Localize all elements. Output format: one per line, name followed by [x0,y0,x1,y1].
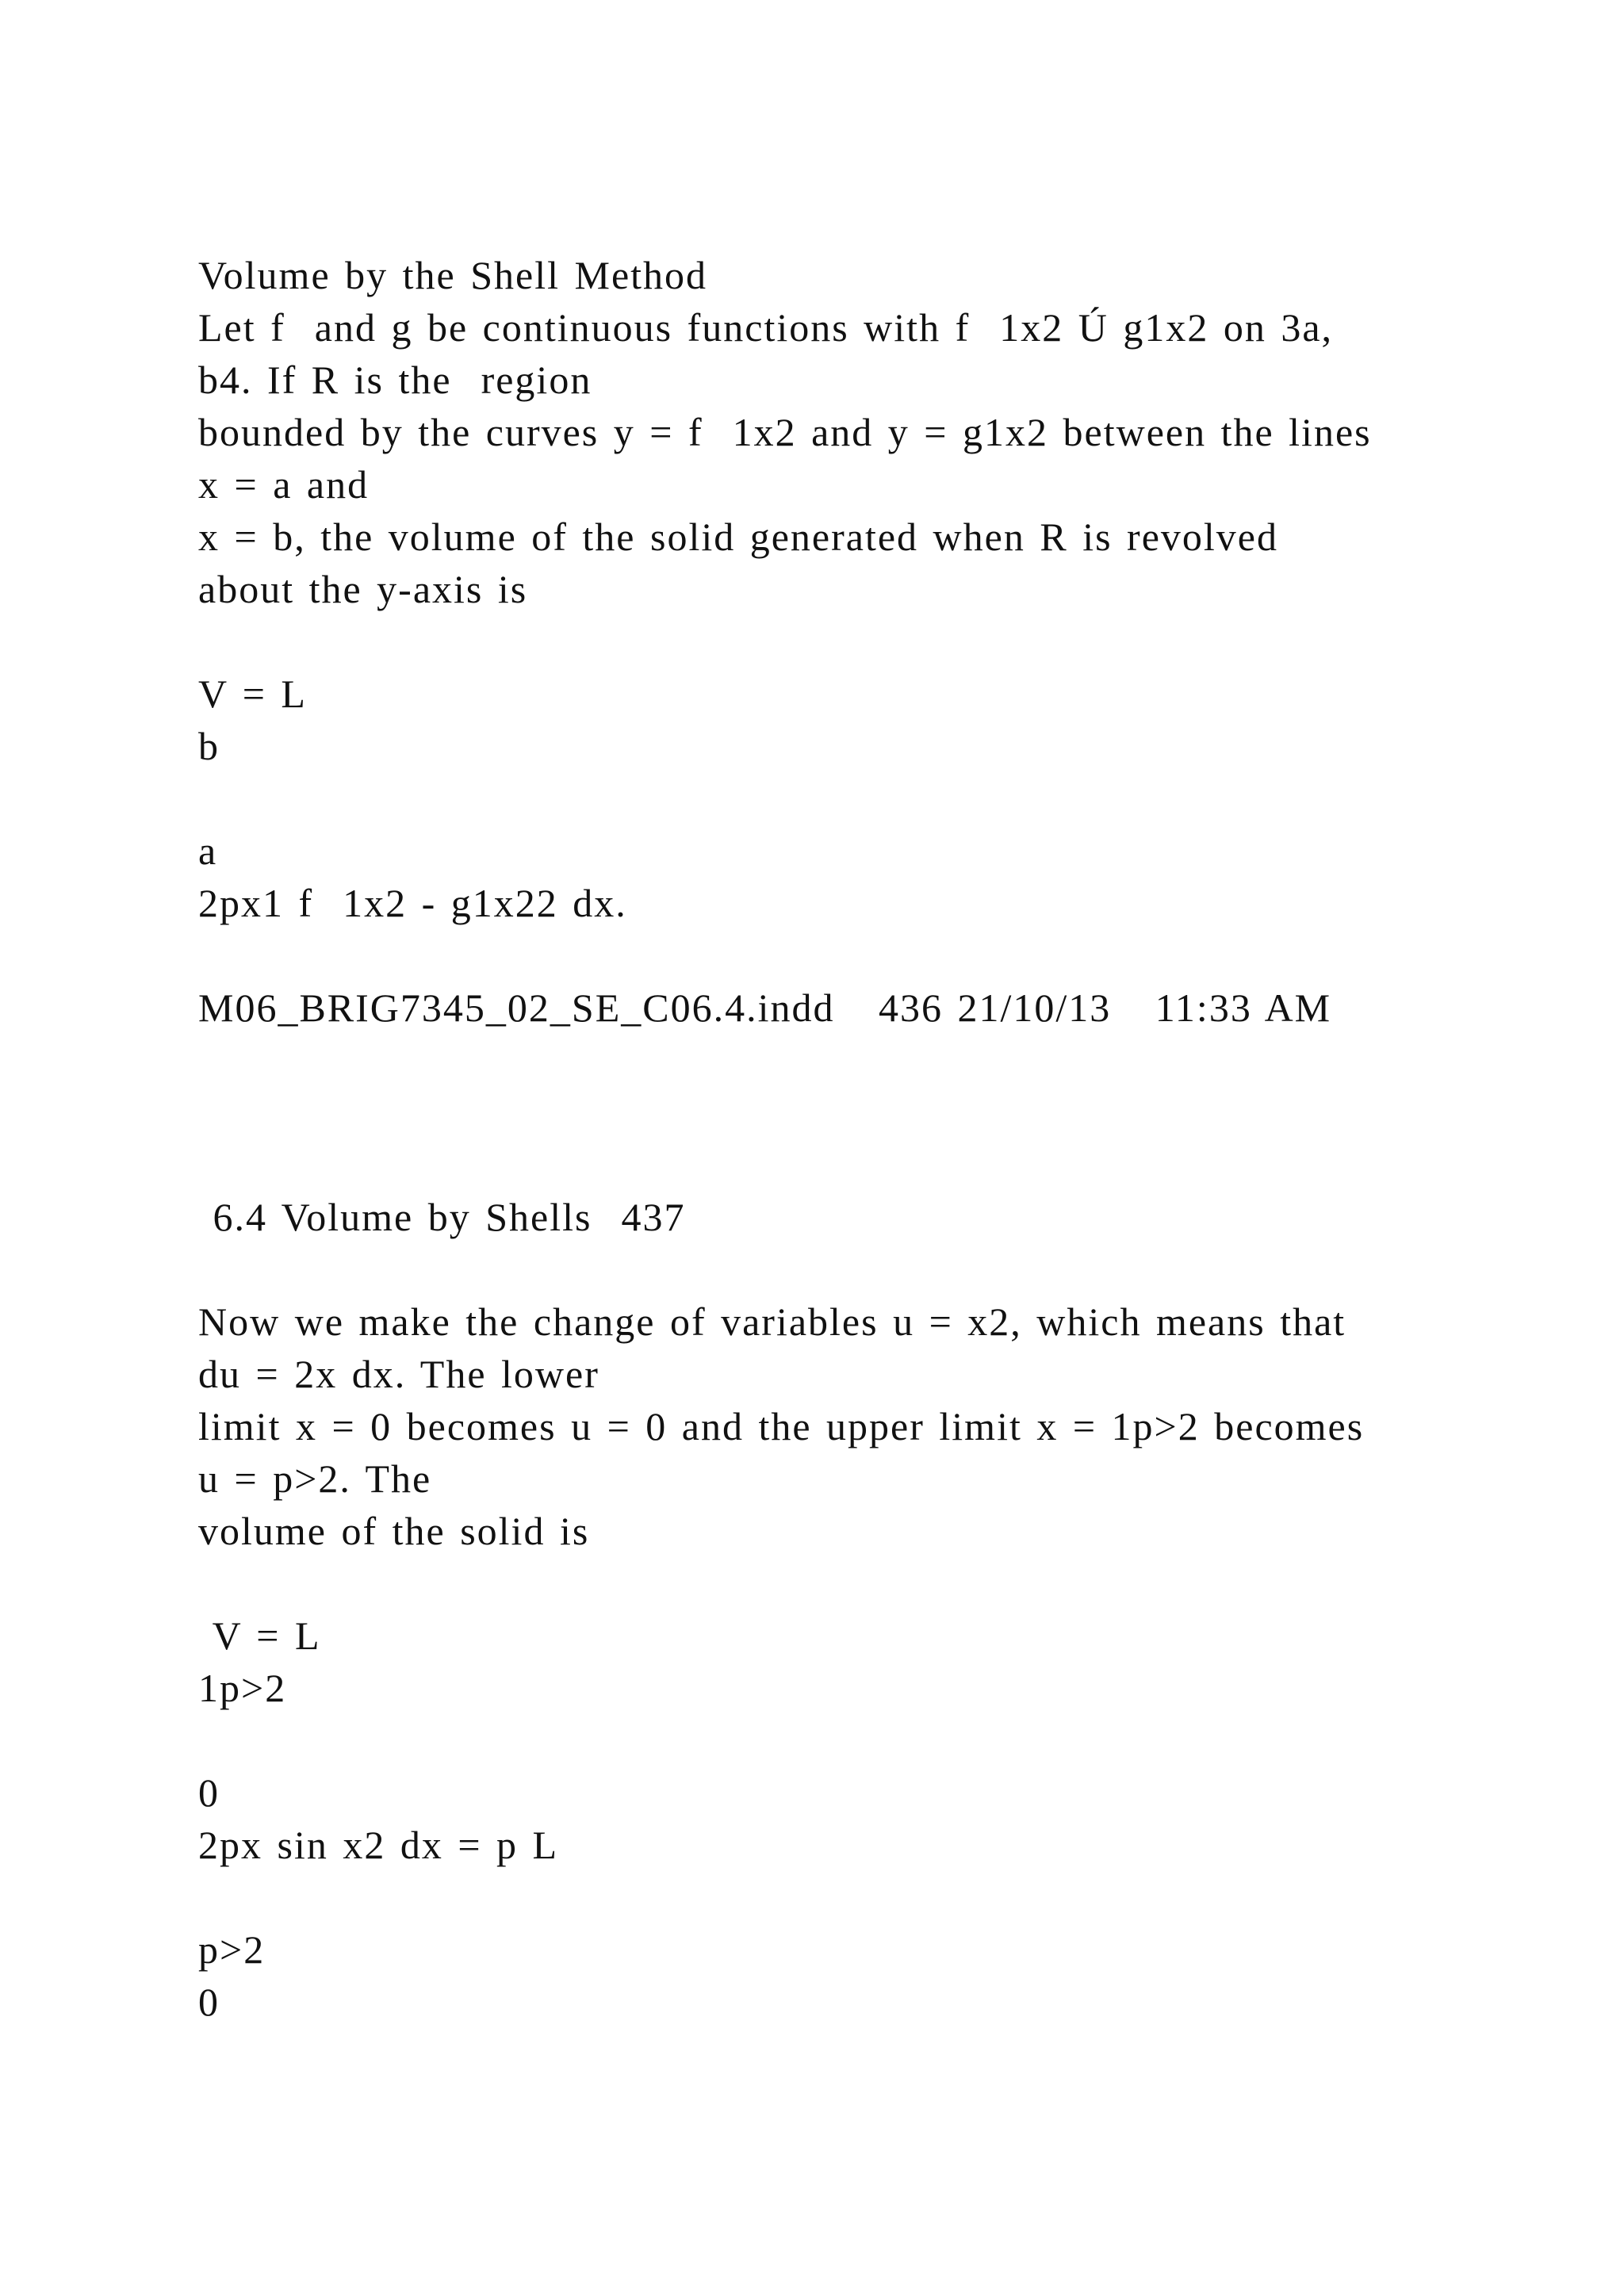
text-line: du = 2x dx. The lower [198,1352,599,1396]
formula-line: 0 [198,1770,220,1815]
formula-line: V = L [198,1613,321,1658]
formula-line: b [198,724,220,768]
formula-line: 1p>2 [198,1666,287,1710]
text-line: about the y-axis is [198,567,528,611]
section-heading: Volume by the Shell Method [198,253,708,297]
text-line: volume of the solid is [198,1509,590,1553]
text-line: b4. If R is the region [198,358,592,402]
page-header-line: 6.4 Volume by Shells 437 [198,1195,686,1239]
text-line: x = a and [198,462,370,507]
formula-line: p>2 [198,1927,266,1972]
formula-line: 2px1 f 1x2 - g1x22 dx. [198,881,627,925]
text-line: limit x = 0 becomes u = 0 and the upper limit x = 1p>2 becomes [198,1404,1365,1448]
text-line: u = p>2. The [198,1456,432,1501]
text-line: Now we make the change of variables u = x2, which means that [198,1299,1346,1344]
formula-line: a [198,828,218,873]
text-line: bounded by the curves y = f 1x2 and y = g1x2 between the lines [198,410,1372,454]
formula-line: 0 [198,1980,220,2024]
formula-line: V = L [198,672,307,716]
formula-line: 2px sin x2 dx = p L [198,1823,559,1867]
text-line: x = b, the volume of the solid generated when R is revolved [198,515,1278,559]
file-footer-line: M06_BRIG7345_02_SE_C06.4.indd 436 21/10/13 11:33 AM [198,985,1332,1030]
text-line: Let f and g be continuous functions with f 1x2 Ú g1x2 on 3a, [198,305,1334,350]
